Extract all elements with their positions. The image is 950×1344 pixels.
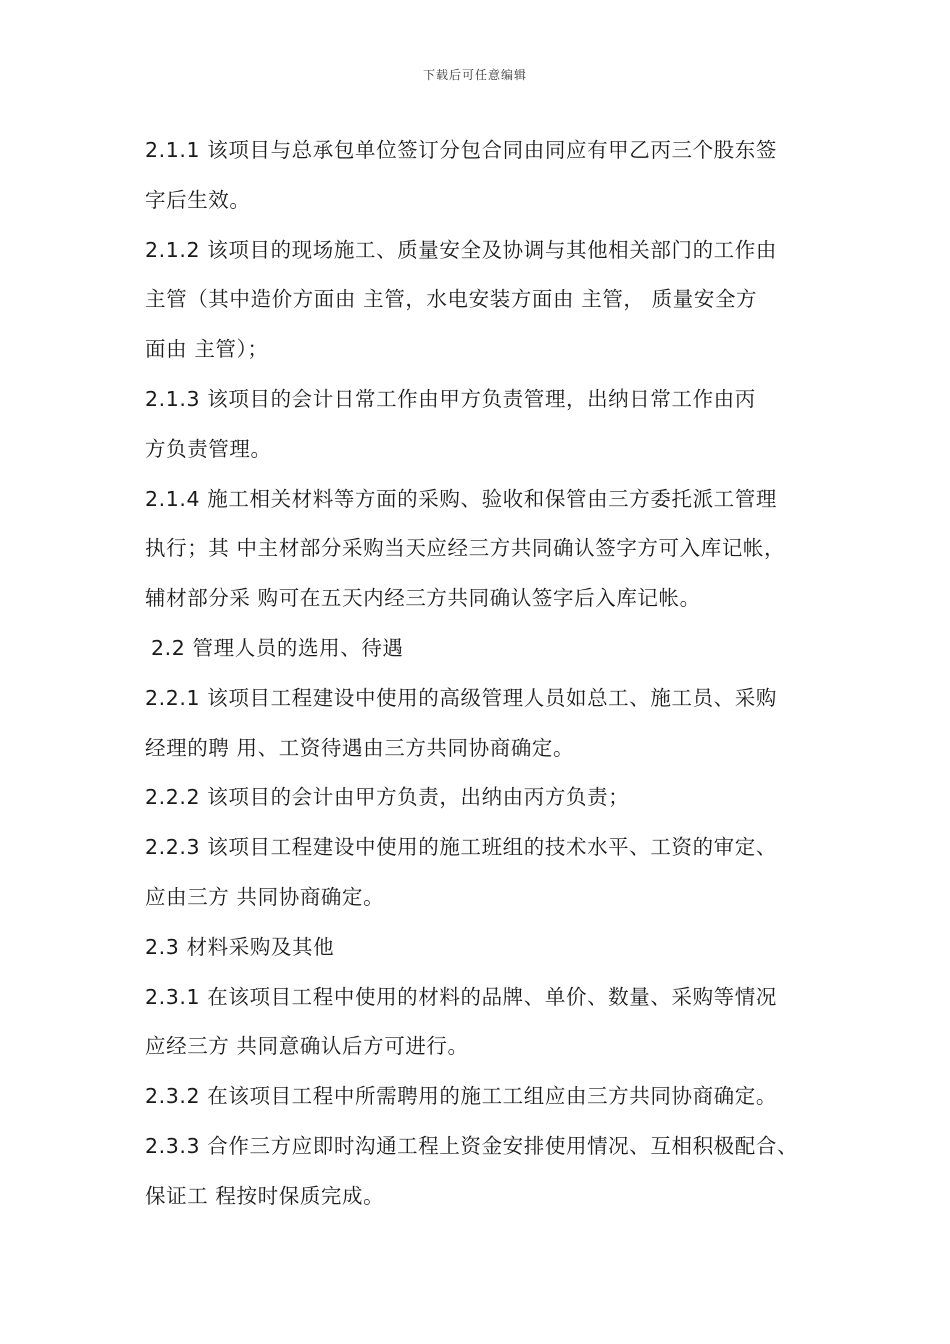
section-heading: 2.2 管理人员的选用、待遇 bbox=[151, 635, 404, 660]
text-line: 保证工 程按时保质完成。 bbox=[145, 1183, 385, 1208]
text-line: 2.1.2 该项目的现场施工、质量安全及协调与其他相关部门的工作由 bbox=[145, 237, 777, 262]
text-line: 2.1.1 该项目与总承包单位签订分包合同由同应有甲乙丙三个股东签 bbox=[145, 138, 777, 162]
text-line: 经理的聘 用、工资待遇由三方共同协商确定。 bbox=[145, 735, 575, 760]
text-line: 2.1.4 施工相关材料等方面的采购、验收和保管由三方委托派工管理 bbox=[145, 486, 777, 511]
text-line: 面由 主管）； bbox=[145, 337, 269, 362]
text-line: 应由三方 共同协商确定。 bbox=[145, 884, 385, 909]
text-line: 辅材部分采 购可在五天内经三方共同确认签字后入库记帐。 bbox=[145, 586, 701, 611]
text-line: 2.3.1 在该项目工程中使用的材料的品牌、单价、数量、采购等情况 bbox=[145, 984, 777, 1009]
text-line: 字后生效。 bbox=[145, 187, 251, 212]
document-body bbox=[145, 126, 825, 1222]
text-line: 应经三方 共同意确认后方可进行。 bbox=[145, 1034, 469, 1059]
text-line: 主管（其中造价方面由 主管，水电安装方面由 主管， 质量安全方 bbox=[145, 287, 758, 312]
page-header: 下载后可任意编辑 bbox=[422, 68, 527, 82]
text-line: 2.2.2 该项目的会计由甲方负责，出纳由丙方负责； bbox=[145, 785, 630, 810]
section-heading: 2.3 材料采购及其他 bbox=[145, 934, 335, 959]
text-line: 2.3.2 在该项目工程中所需聘用的施工工组应由三方共同协商确定。 bbox=[145, 1084, 777, 1109]
text-line: 2.3.3 合作三方应即时沟通工程上资金安排使用情况、互相积极配合、 bbox=[145, 1133, 799, 1158]
text-line: 执行；其 中主材部分采购当天应经三方共同确认签字方可入库记帐， bbox=[145, 536, 786, 561]
text-line: 2.2.1 该项目工程建设中使用的高级管理人员如总工、施工员、采购 bbox=[145, 685, 777, 710]
text-line: 2.2.3 该项目工程建设中使用的施工班组的技术水平、工资的审定、 bbox=[145, 835, 777, 860]
text-line: 2.1.3 该项目的会计日常工作由甲方负责管理，出纳日常工作由丙 bbox=[145, 386, 756, 411]
text-line: 方负责管理。 bbox=[145, 436, 272, 461]
